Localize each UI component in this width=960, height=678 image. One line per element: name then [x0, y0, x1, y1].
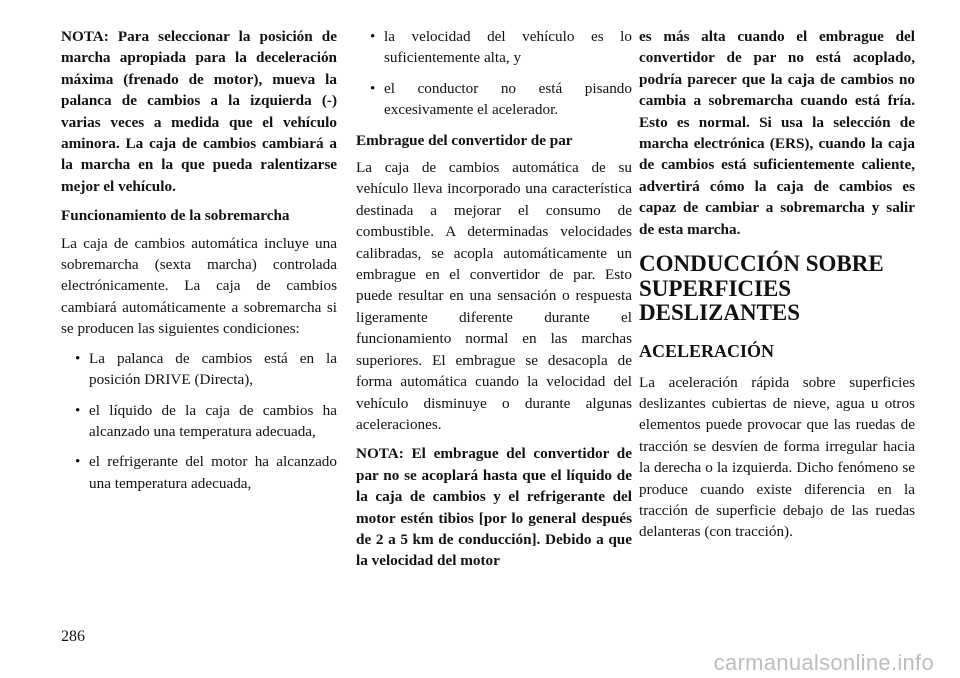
column-right: [639, 26, 915, 551]
list-item: • el líquido de la caja de cambios ha alcanzado una temperatura adecuada,: [75, 401, 337, 440]
list-item: • el conductor no está pisando excesivamente el acelerador.: [370, 79, 632, 119]
bullet-icon: •: [75, 401, 81, 419]
heading-torque-converter: Embrague del convertidor de par: [356, 131, 573, 149]
column-middle: [356, 26, 632, 580]
bullet-icon: •: [370, 79, 376, 97]
overdrive-conditions-list-cont: [356, 26, 632, 121]
bullet-icon: •: [370, 28, 376, 45]
heading-overdrive: Funcionamiento de la sobremarcha: [61, 207, 290, 225]
para-overdrive: La caja de cambios automática incluye una sobremarcha (sexta marcha) controlada electrónicamente. La caja de cambios cambiará automáticamente a sobremarcha si se producen las siguientes condiciones:: [61, 234, 337, 338]
para-torque-converter: La caja de cambios automática de su vehículo lleva incorporado una característica destinada a mejorar el consumo de combustible. A determinadas velocidades calibradas, se acopla automáticamente un embrague en el convertidor de par. Esto puede resultar en una sensación o respuesta ligeramente diferente durante el funcionamiento normal en las marchas superiores. El embrague se desacopla de forma automática cuando la velocidad del vehículo disminuye o durante algunas aceleraciones.: [356, 159, 632, 433]
column-left: [61, 26, 337, 503]
bullet-icon: •: [75, 349, 81, 367]
overdrive-conditions-list: [61, 348, 337, 494]
note-torque-converter: NOTA: El embrague del convertidor de par no se acoplará hasta que el líquido de la caja de cambios y el refrigerante del motor estén tibios [por lo general después de 2 a 5 km de conducción]. Debido a que la velocidad del motor: [356, 445, 632, 570]
list-item: • la velocidad del vehículo es lo suficientemente alta, y: [370, 28, 632, 67]
list-item: • La palanca de cambios está en la posición DRIVE (Directa),: [75, 349, 337, 389]
list-item: • el refrigerante del motor ha alcanzado una temperatura adecuada,: [75, 453, 337, 492]
note-torque-converter-cont: es más alta cuando el embrague del convertidor de par no está acoplado, podría parecer que la caja de cambios no cambia a sobremarcha cuando está fría. Esto es normal. Si usa la selección de marcha electrónica (ERS), cuando la caja de cambios está suficientemente caliente, advertirá cómo la caja de cambios es capaz de cambiar a sobremarcha y salir de esta marcha.: [639, 28, 915, 238]
section-title: CONDUCCIÓN SOBRE SUPERFICIES DESLIZANTES: [639, 251, 884, 326]
bullet-icon: •: [75, 453, 81, 471]
watermark: carmanualsonline.info: [713, 650, 934, 675]
para-acceleration: La aceleración rápida sobre superficies deslizantes cubiertas de nieve, agua u otros elementos puede provocar que las ruedas de tracción se desvíen de forma irregular hacia la derecha o la izquierda. Dicho fenómeno se produce cuando existe diferencia en la tracción de superficie debajo de las ruedas delanteras (con tracción).: [639, 373, 915, 541]
subsection-title: ACELERACIÓN: [639, 340, 775, 361]
page-number: 286: [61, 628, 85, 645]
note-engine-braking: NOTA: Para seleccionar la posición de marcha apropiada para la deceleración máxima (frenado de motor), mueva la palanca de cambios a la izquierda (-) varias veces a medida que el vehículo aminora. La caja de cambios cambiará a la marcha en la que pueda ralentizarse mejor el vehículo.: [61, 28, 337, 195]
